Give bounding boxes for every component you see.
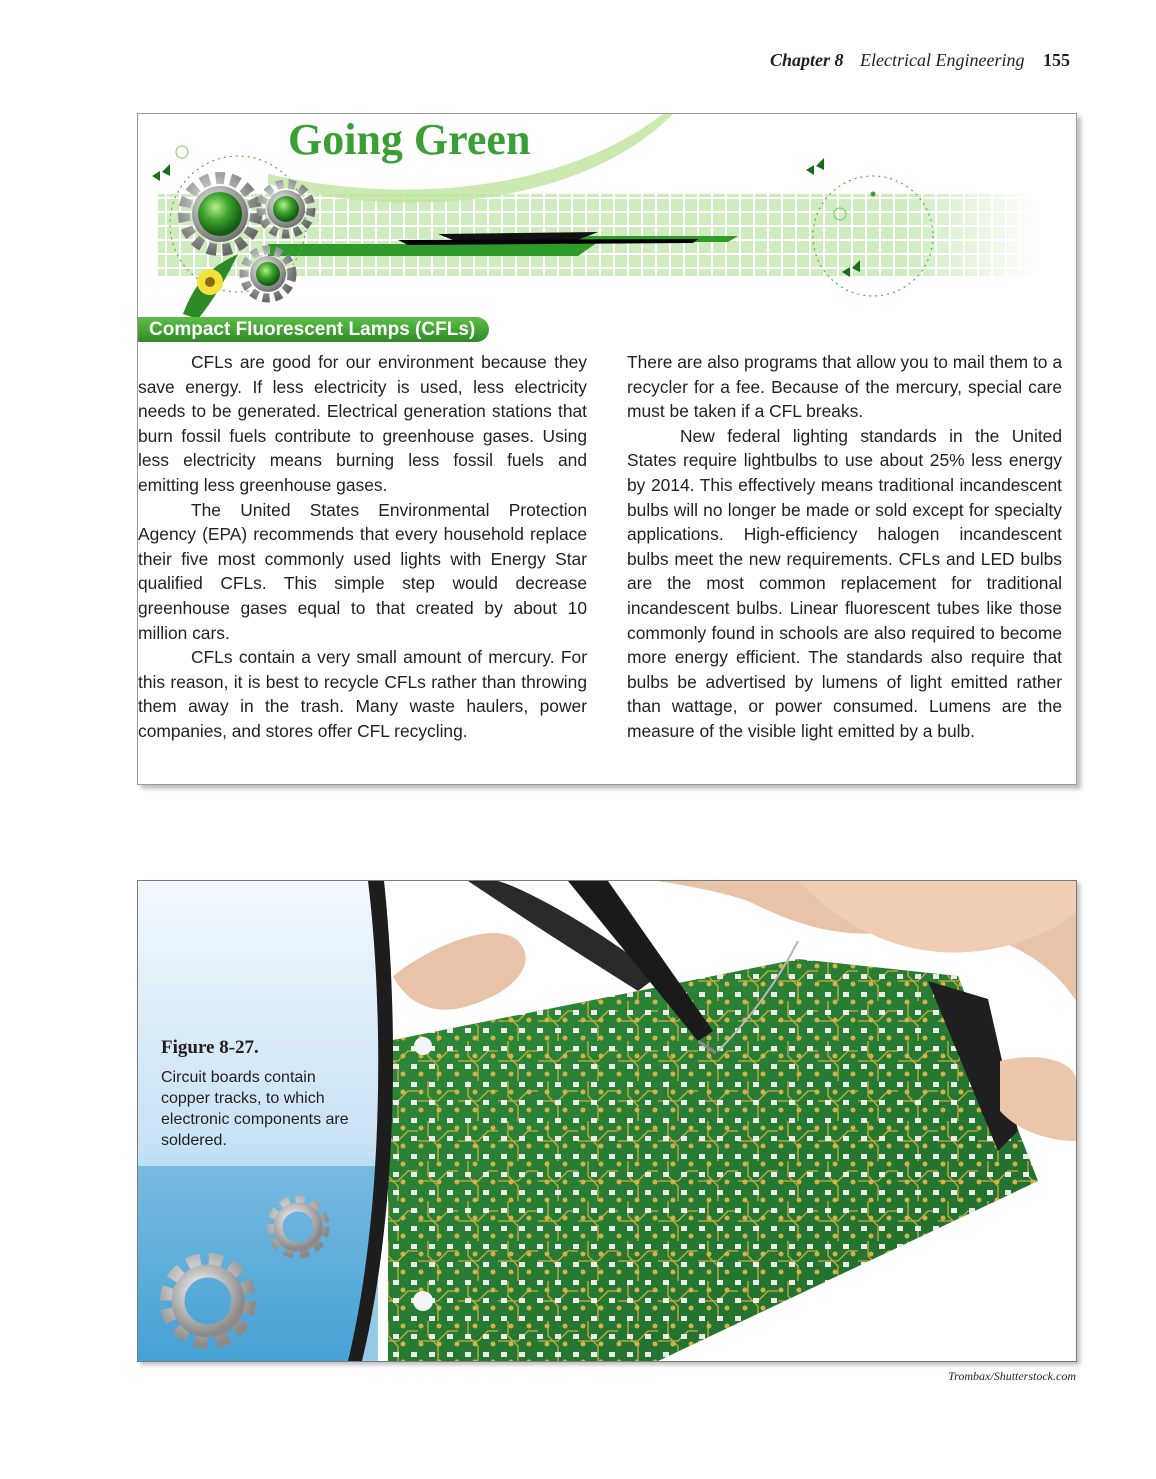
- photo-credit: Trombax/Shutterstock.com: [948, 1369, 1076, 1383]
- page-number: 155: [1043, 50, 1070, 70]
- figure-8-27: [137, 880, 1077, 1362]
- right-column: [627, 350, 1062, 744]
- body-paragraph: CFLs are good for our environment because they save energy. If less electricity is used, less electricity needs to be generated. Electrical generation stations that burn fossil fuels contribute to greenhouse gases. Using less electricity means burning less fossil fuels and emitting less greenhouse gases.: [138, 352, 587, 495]
- body-paragraph: The United States Environmental Protection Agency (EPA) recommends that every household replace their five most commonly used lights with Energy Star qualified CFLs. This simple step would decrease greenhouse gases equal to that created by about 10 million cars.: [138, 499, 587, 643]
- figure-caption: Circuit boards contain copper tracks, to which electronic components are soldered.: [161, 1069, 349, 1149]
- going-green-feature-box: [137, 113, 1077, 785]
- body-paragraph: There are also programs that allow you to mail them to a recycler for a fee. Because of the mercury, special care must be taken if a CFL breaks.: [627, 352, 1062, 422]
- feature-title: Going Green: [288, 115, 531, 164]
- chapter-label: Chapter 8: [770, 50, 844, 70]
- figure-label: Figure 8-27.: [161, 1037, 259, 1058]
- going-green-banner-art: [138, 114, 1076, 324]
- running-head: [770, 50, 1070, 71]
- left-column: [138, 350, 587, 744]
- body-paragraph: CFLs contain a very small amount of mercury. For this reason, it is best to recycle CFLs rather than throwing them away in the trash. Many waste haulers, power companies, and stores offer CFL recycling.: [138, 647, 587, 741]
- chapter-title: Electrical Engineering: [860, 50, 1025, 70]
- section-heading: Compact Fluorescent Lamps (CFLs): [138, 317, 489, 342]
- body-paragraph: New federal lighting standards in the United States require lightbulbs to use about 25% less energy by 2014. This effectively means traditional incandescent bulbs will no longer be made or sold except for specialty applications. High-efficiency halogen incandescent bulbs meet the new requirements. CFLs and LED bulbs are the most common replacement for traditional incandescent bulbs. Linear fluorescent tubes like those commonly found in schools are also required to become more energy efficient. The standards also require that bulbs be advertised by lumens of light emitted rather than wattage, or power consumed. Lumens are the measure of the visible light emitted by a bulb.: [627, 425, 1062, 741]
